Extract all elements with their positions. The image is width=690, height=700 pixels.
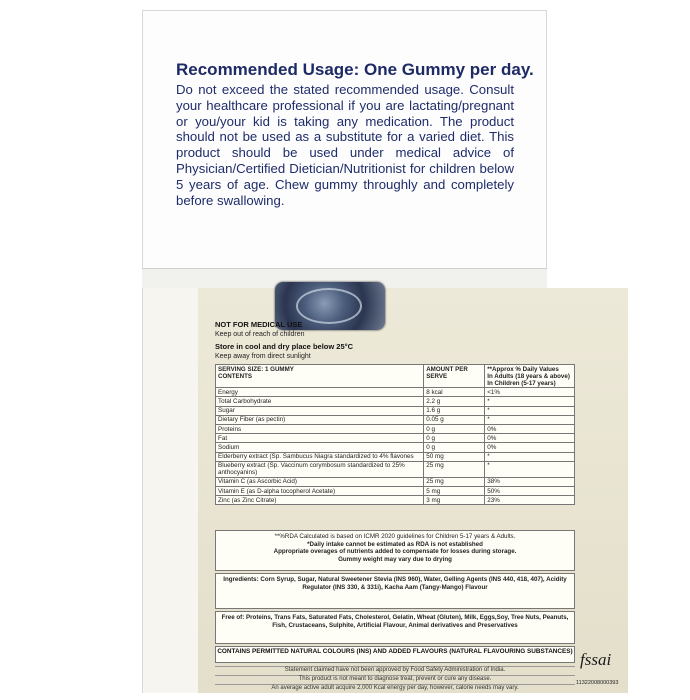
nutrition-rows [216, 388, 575, 505]
table-cell-name: Sugar [216, 406, 424, 415]
keep-out-reach: Keep out of reach of children [215, 331, 305, 338]
footer-average: An average active adult acquire 2,000 Kcal energy per day, however, calorie needs may vary. [215, 684, 575, 691]
table-row [216, 415, 575, 424]
free-of-text: Free of: Proteins, Trans Fats, Saturated Fats, Cholesterol, Gelatin, Wheat (Gluten), Milk, Eggs,Soy, Tree Nuts, Peanuts, Fish, Crustaceans, Sulphite, Artificial Flavour, Animal derivatives and Preservatives [215, 611, 575, 644]
table-cell-amount: 0 g [424, 434, 485, 443]
usage-heading: Recommended Usage: One Gummy per day. [176, 60, 534, 79]
table-cell-name: Energy [216, 388, 424, 397]
table-row [216, 452, 575, 461]
table-row [216, 424, 575, 433]
rda-notes [215, 530, 575, 571]
table-row [216, 443, 575, 452]
table-cell-amount: 25 mg [424, 461, 485, 477]
fssai-logo-icon: fssai [580, 650, 612, 669]
table-cell-amount: 0 g [424, 424, 485, 433]
table-cell-rda: 38% [485, 477, 575, 486]
table-cell-name: Vitamin C (as Ascorbic Acid) [216, 477, 424, 486]
table-cell-amount: 0 g [424, 443, 485, 452]
table-row [216, 496, 575, 505]
contents-label: CONTENTS [218, 372, 253, 380]
not-for-medical-use: NOT FOR MEDICAL USE [215, 320, 303, 329]
table-cell-rda: 23% [485, 496, 575, 505]
table-cell-rda: * [485, 415, 575, 424]
table-cell-amount: 5 mg [424, 487, 485, 496]
table-cell-amount: 2.2 g [424, 397, 485, 406]
rda-top-label: **Approx % Daily Values [487, 365, 559, 373]
table-cell-rda: * [485, 397, 575, 406]
table-cell-name: Sodium [216, 443, 424, 452]
table-row [216, 388, 575, 397]
table-cell-name: Elderberry extract (Sp. Sambucus Niagra standardized to 4% flavones [216, 452, 424, 461]
fssai-license-number: 11322008000393 [576, 680, 619, 686]
overages-note: Appropriate overages of nutrients added to compensate for losses during storage. [273, 548, 517, 555]
table-cell-amount: 8 kcal [424, 388, 485, 397]
footer-statement: Statement claimed have not been approved by Food Safety Administration of India. [215, 666, 575, 673]
table-cell-name: Vitamin E (as D-alpha tocopherol Acetate) [216, 487, 424, 496]
table-cell-rda: * [485, 452, 575, 461]
serving-size-label: SERVING SIZE: 1 GUMMY [218, 365, 294, 373]
hologram-ring [296, 288, 362, 324]
table-cell-amount: 50 mg [424, 452, 485, 461]
table-cell-name: Proteins [216, 424, 424, 433]
table-cell-amount: 1.6 g [424, 406, 485, 415]
table-cell-name: Dietary Fiber (as pectin) [216, 415, 424, 424]
table-row [216, 487, 575, 496]
table-row [216, 434, 575, 443]
rda-note-1: **%RDA Calculated is based on ICMR 2020 guidelines for Children 5-17 years & Adults. [274, 533, 516, 540]
ingredients-text: Ingredients: Corn Syrup, Sugar, Natural Sweetener Stevia (INS 960), Water, Gelling Agents (INS 440, 418, 407), Acidity Regulator (INS 330, & 331i), Kacha Aam (Tangy-Mango) Flavour [215, 573, 575, 609]
table-row [216, 397, 575, 406]
table-cell-amount: 25 mg [424, 477, 485, 486]
col-rda-header [485, 365, 575, 388]
footer-not-meant: This product is not meant to diagnose treat, prevent or cure any disease. [215, 675, 575, 682]
table-cell-rda: 0% [485, 424, 575, 433]
keep-away-sunlight: Keep away from direct sunlight [215, 353, 311, 360]
table-cell-rda: 0% [485, 443, 575, 452]
col-amount-header: AMOUNT PER SERVE [424, 365, 485, 388]
usage-text: Do not exceed the stated recommended usage. Consult your healthcare professional if you are lactating/pregnant or you/your kid is taking any medication. The product should not be used as a substitute for a varied diet. This product should be used under medical advice of Physician/Certified Dietician/Nutritionist for children below 5 years of age. Chew gummy throughly and completely before swallowing. [176, 82, 514, 208]
colours-statement: CONTAINS PERMITTED NATURAL COLOURS (INS) AND ADDED FLAVOURS (NATURAL FLAVOURING SUBSTANCES) [215, 646, 575, 663]
col-serving-header [216, 365, 424, 388]
weight-note: Gummy weight may vary due to drying [338, 555, 452, 563]
table-row [216, 406, 575, 415]
table-cell-name: Zinc (as Zinc Citrate) [216, 496, 424, 505]
table-cell-rda: 0% [485, 434, 575, 443]
storage-instruction: Store in cool and dry place below 25°C [215, 342, 354, 351]
table-row [216, 477, 575, 486]
table-cell-name: Fat [216, 434, 424, 443]
table-cell-name: Blueberry extract (Sp. Vaccinum corymbosum standardized to 25% anthocyanins) [216, 461, 424, 477]
nutrition-table [215, 364, 575, 505]
rda-note-2: *Daily intake cannot be estimated as RDA is not established [307, 540, 483, 548]
table-cell-name: Total Carbohydrate [216, 397, 424, 406]
table-row [216, 461, 575, 477]
table-cell-rda: * [485, 461, 575, 477]
rda-sub-label: In Adults (18 years & above) In Children (5-17 years) [487, 372, 570, 387]
table-cell-rda: <1% [485, 388, 575, 397]
table-cell-rda: 50% [485, 487, 575, 496]
table-cell-amount: 0.05 g [424, 415, 485, 424]
table-cell-rda: * [485, 406, 575, 415]
box-side-edge [142, 288, 198, 693]
table-cell-amount: 3 mg [424, 496, 485, 505]
